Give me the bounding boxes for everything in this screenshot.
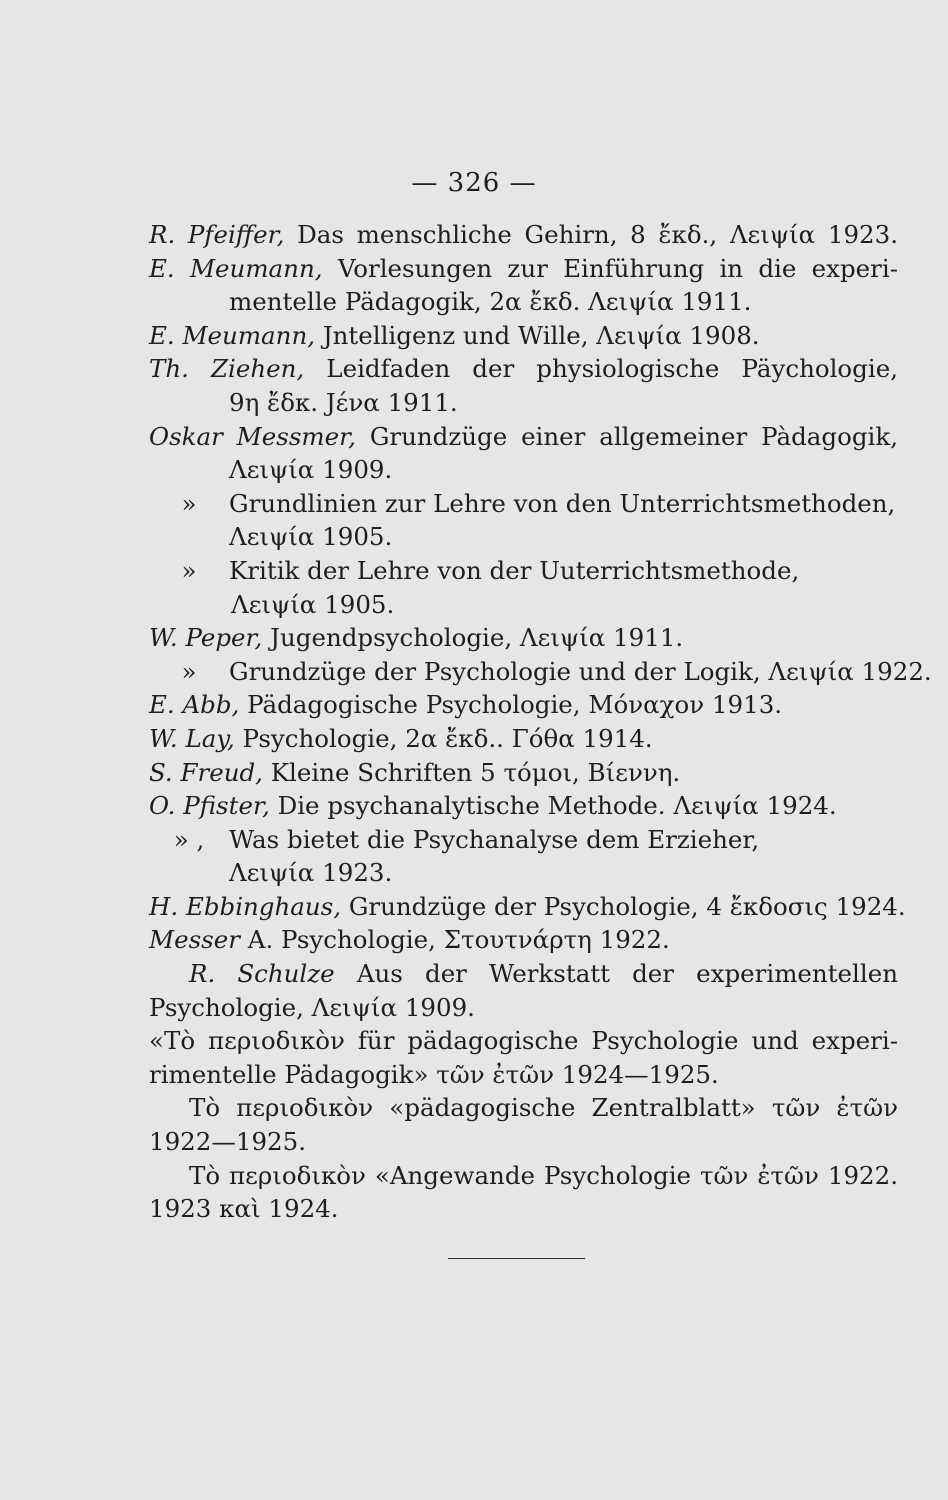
ref-text: Kleine Schriften 5 τόμοι, Βίεννη. [270,757,681,787]
ref-line-17 [149,756,898,790]
ref-text: A. Psychologie, Στουτνάρτη 1922. [247,925,670,955]
ditto-mark: » , [173,824,205,854]
ref-author: Messer [149,925,240,955]
ref-author: W. Peper, [149,623,263,653]
ref-author: R. Schulze [189,959,335,989]
ref-line-19 [149,823,898,857]
ditto-mark: » [181,656,197,686]
ref-line-3 [149,285,898,319]
ref-text: Die psychanalytische Methode. Λειψία 1924. [277,791,837,821]
ref-line-9 [149,487,898,521]
ref-line-14 [149,655,932,689]
ref-line-2 [149,252,898,286]
ref-line-12 [149,588,898,622]
ref-author: W. Lay, [149,723,235,753]
page-number: — 326 — [411,168,537,198]
ref-text: Grundlinien zur Lehre von den Unterrichtsmethoden, [229,488,896,518]
ref-text: 9η ἔδκ. Jένα 1911. [229,387,458,417]
ref-line-6 [149,386,898,420]
ref-text: Psychologie, 2α ἔκδ.. Γόθα 1914. [242,723,653,753]
ref-line-8 [149,453,898,487]
ref-line-5 [149,352,898,386]
ditto-mark: » [181,488,197,518]
ref-author: E. Abb, [149,690,240,720]
ref-line-22 [149,923,898,957]
ref-line-23 [149,957,898,991]
ref-text: Λειψία 1905. [231,589,395,619]
ref-line-13 [149,621,898,655]
ref-author: E. Meumann, [149,320,316,350]
ref-line-10 [149,520,898,554]
ref-text: Psychologie, Λειψία 1909. [149,992,475,1022]
ref-line-4 [149,319,898,353]
ref-line-1 [149,218,898,252]
ref-text: Grundzüge einer allgemeiner Pàdagogik, [369,421,898,451]
ref-text: mentelle Pädagogik, 2α ἔκδ. Λειψία 1911. [229,287,752,317]
ref-author: Oskar Messmer, [149,421,356,451]
ref-text: Was bietet die Psychanalyse dem Erzieher, [229,824,760,854]
ref-line-7 [149,420,898,454]
ref-text: Jugendpsychologie, Λειψία 1911. [270,623,684,653]
ref-line-16 [149,722,898,756]
ref-text: Grundzüge der Psychologie und der Logik, Λειψία 1922. [229,656,932,686]
ref-text: Τὸ περιοδικὸν «Angewande Psychologie τῶν ἐτῶν 1922. [189,1160,898,1190]
ref-author: R. Pfeiffer, [149,220,285,249]
ref-line-21 [149,890,906,924]
ref-text: Pädagogische Psychologie, Μόναχον 1913. [247,690,783,720]
ref-line-29 [149,1159,898,1193]
ref-text: Vorlesungen zur Einführung in die experi- [337,253,898,283]
ref-line-11 [149,554,898,588]
ref-author: S. Freud, [149,757,263,787]
bibliography-list [149,218,932,1226]
ref-text: Das menschliche Gehirn, 8 ἔκδ., Λειψία 1923. [297,220,898,249]
ref-author: E. Meumann, [149,253,323,283]
ref-text: Leidfaden der physiologische Päychologie, [326,354,898,384]
end-rule [448,1258,585,1259]
ref-text: Kritik der Lehre von der Uuterrichtsmethode, [229,555,800,585]
ref-author: H. Ebbinghaus, [149,891,342,921]
ref-line-30 [149,1192,898,1226]
ref-text: Τὸ περιοδικὸν «pädagogische Zentralblatt» τῶν ἐτῶν [189,1093,898,1123]
ref-author: O. Pfister, [149,791,270,821]
ref-text: 1922—1925. [149,1127,306,1157]
ref-line-27 [149,1091,898,1125]
ref-text: Aus der Werkstatt der experimentellen [356,959,898,989]
ref-text: rimentelle Pädagogik» τῶν ἐτῶν 1924—1925. [149,1059,719,1089]
ref-line-24 [149,991,898,1025]
ref-author: Th. Ziehen, [149,354,305,384]
ref-line-26 [149,1058,898,1092]
ref-line-25 [149,1024,898,1058]
ref-text: 1923 καὶ 1924. [149,1194,339,1224]
ref-text: Grundzüge der Psychologie, 4 ἔκδοσις 1924. [348,891,906,921]
ref-text: Jntelligenz und Wille, Λειψία 1908. [322,320,760,350]
ref-line-28 [149,1125,898,1159]
ref-line-18 [149,789,898,823]
ref-text: Λειψία 1905. [229,522,393,552]
ref-text: «Τὸ περιοδικὸν für pädagogische Psychologie und experi- [149,1026,898,1056]
ditto-mark: » [181,555,197,585]
ref-line-20 [149,856,898,890]
ref-line-15 [149,688,898,722]
ref-text: Λειψία 1909. [229,455,393,485]
ref-text: Λειψία 1923. [229,858,393,888]
